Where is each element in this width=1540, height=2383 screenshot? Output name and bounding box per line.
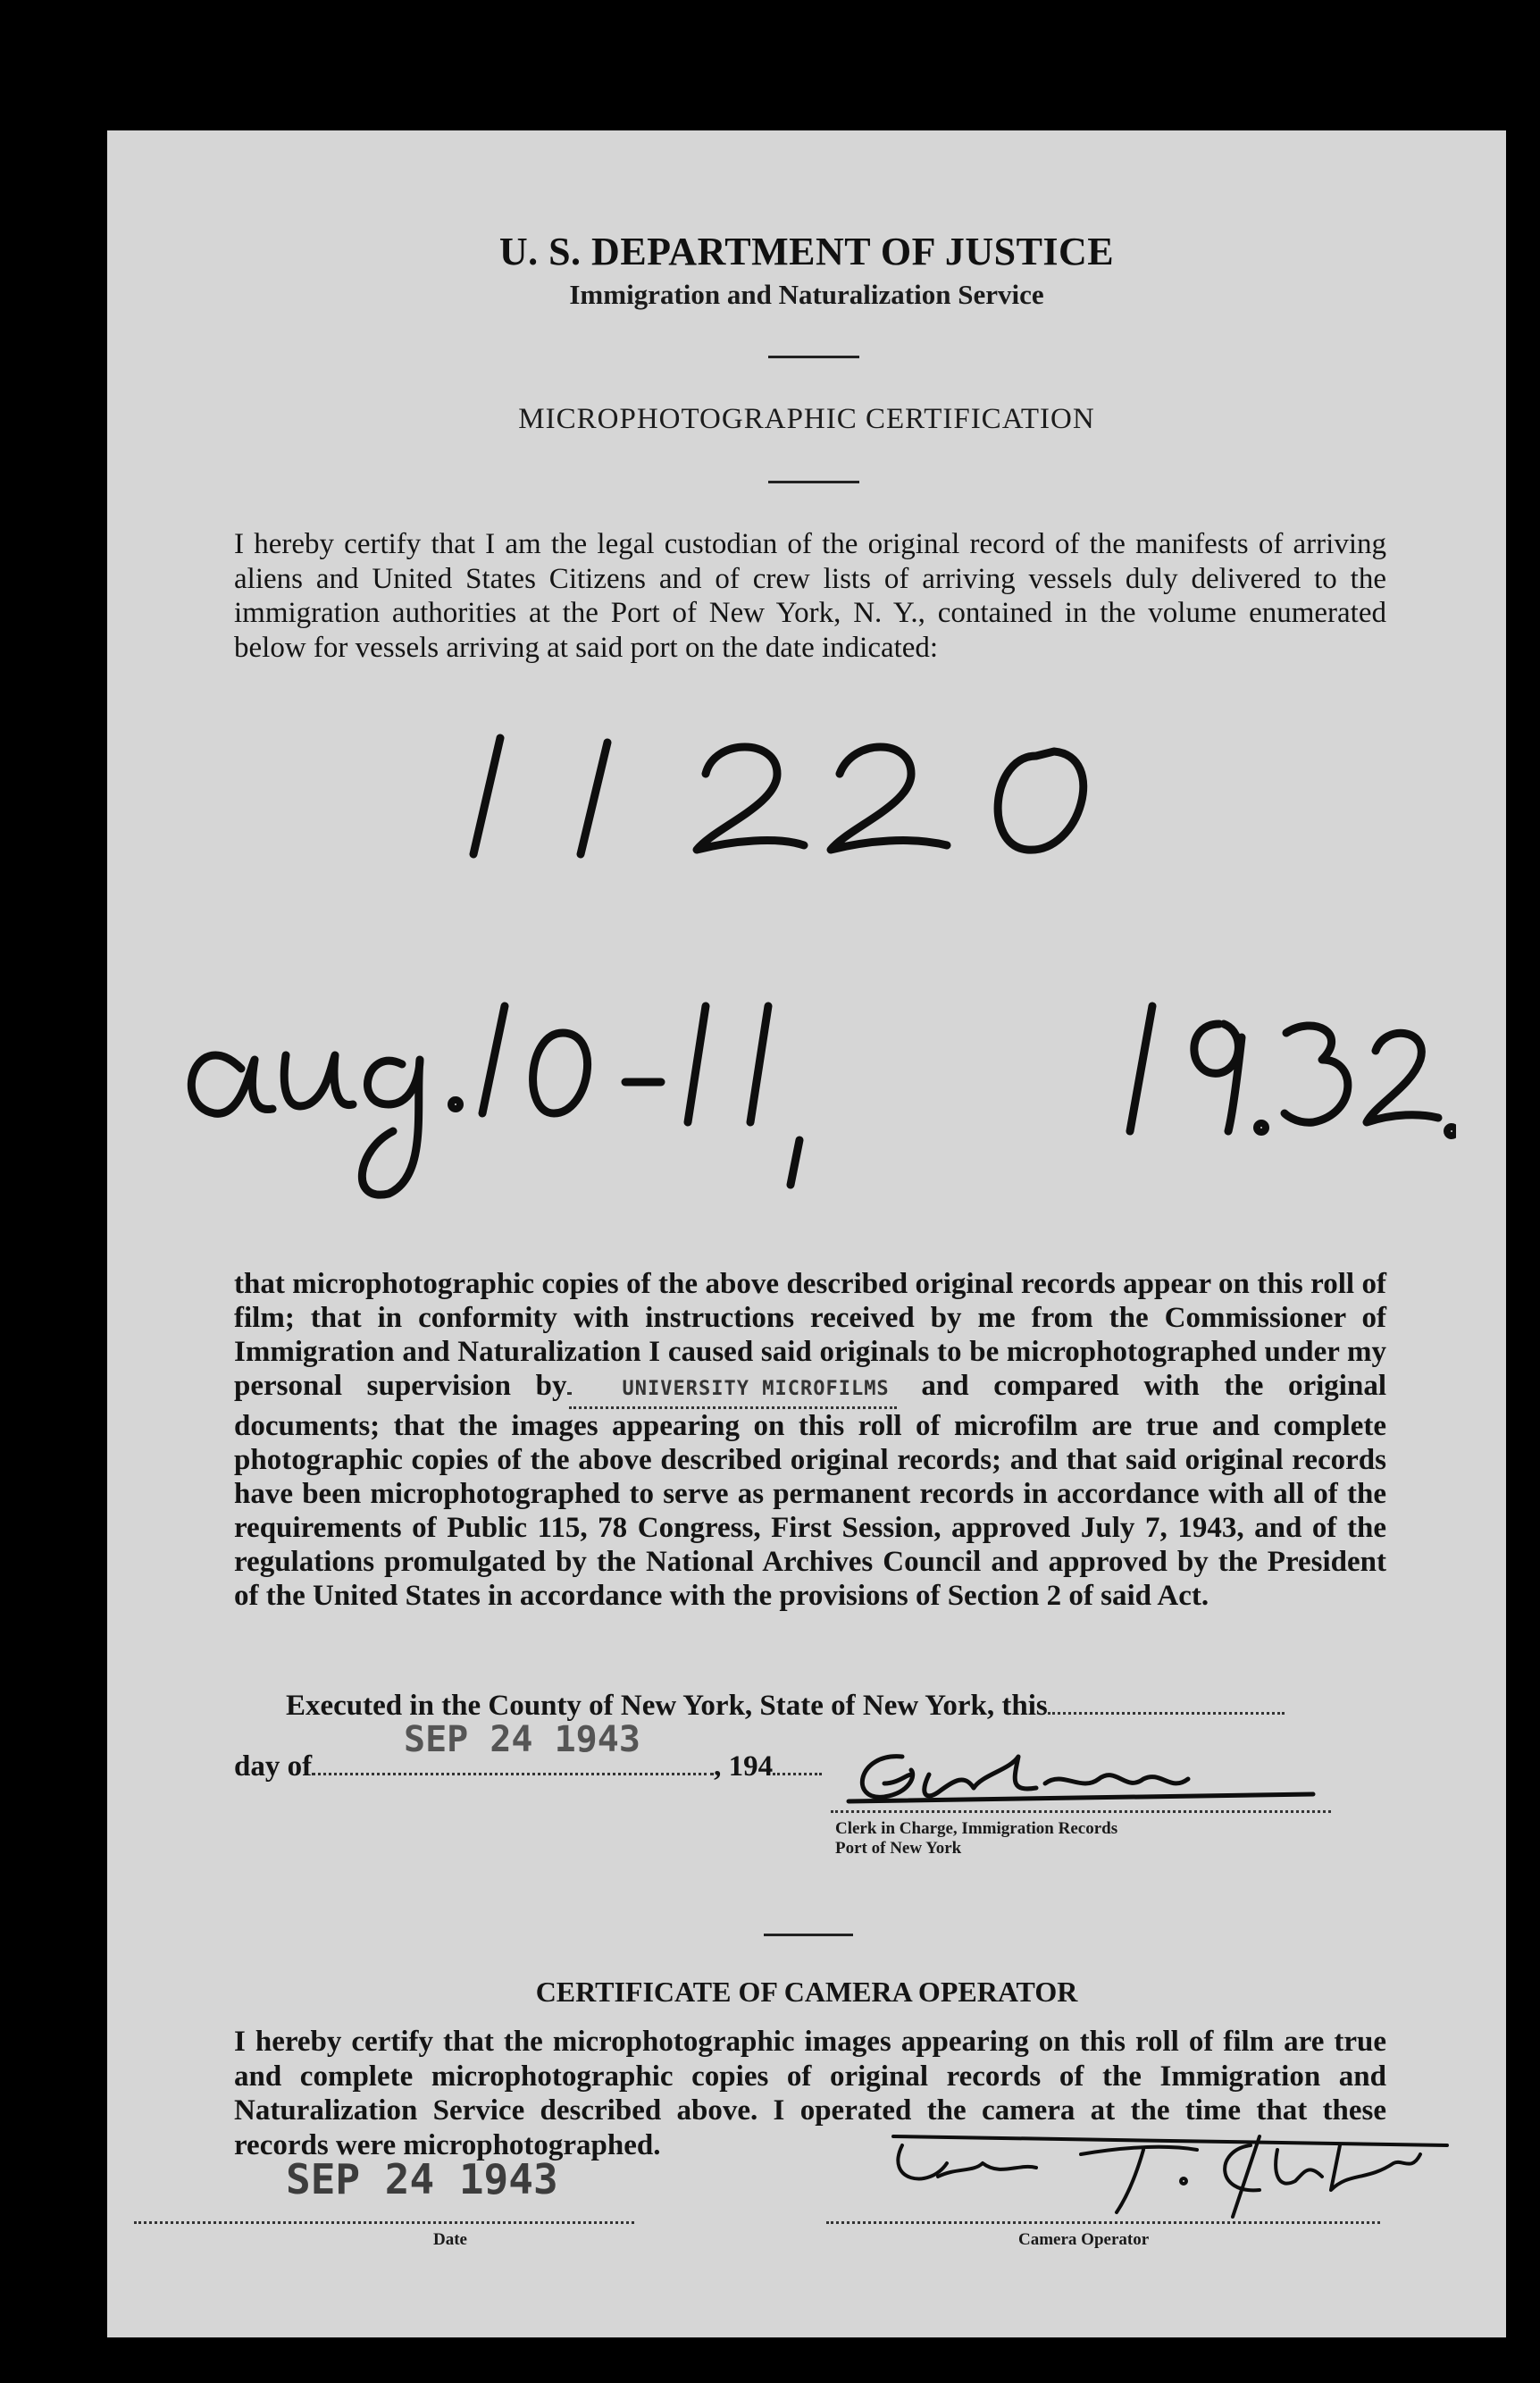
execution-date-stamp: SEP 24 1943 [404,1719,640,1760]
copy-statement [234,1267,1386,1613]
execution-text: Executed in the County of New York, State of New York, this [286,1690,1048,1722]
date-signature-line [134,2221,634,2224]
camera-operator-signature [875,2127,1465,2226]
clerk-title-line1: Clerk in Charge, Immigration Records [835,1819,1118,1838]
service-subtitle: Immigration and Naturalization Service [569,279,1044,310]
filmed-by-value: UNIVERSITY MICROFILMS [622,1378,890,1400]
divider-rule [764,1934,853,1936]
department-title: U. S. DEPARTMENT OF JUSTICE [498,230,1115,273]
custodian-statement: I hereby certify that I am the legal custodian of the original record of the manifests of arriving aliens and United States Citizens and of crew lists of arriving vessels duly delivered to the immigration authorities at the Port of New York, N. Y., contained in the volume enumerated below for vessels arriving at said port on the date indicated: [234,528,1386,664]
execution-line [286,1690,1285,1723]
operator-signature-line [826,2221,1380,2224]
handwritten-volume-number [447,720,1161,881]
clerk-signature-line [831,1810,1331,1813]
clerk-title-line2: Port of New York [835,1839,962,1858]
year-prefix: , 194 [714,1750,774,1783]
camera-operator-label: Camera Operator [1018,2230,1150,2249]
camera-operator-statement: I hereby certify that the microphotographic images appearing on this roll of film are true and complete microphotographic copies of original records of the Immigration and Naturalization Service described above. I operated the camera at the time that these records were microphotographed. [234,2026,1386,2161]
divider-rule [768,356,859,358]
operator-date-stamp: SEP 24 1943 [286,2155,558,2203]
year-blank [773,1773,822,1775]
handwritten-date-range [161,970,1456,1203]
camera-operator-heading: CERTIFICATE OF CAMERA OPERATOR [535,1976,1078,2008]
execution-day-blank [1048,1712,1285,1715]
certification-heading: MICROPHOTOGRAPHIC CERTIFICATION [518,403,1095,435]
day-of-label: day of [234,1750,313,1783]
copy-statement-part2: and compared with the original documents; that the images appearing on this roll of microfilm are true and complete photographic copies of the above described original records; and that said original records have been microphotographed to serve as permanent records in accordance with all of the requirements of Public 115, 78 Congress, First Session, approved July 7, 1943, and of the regulations promulgated by the National Archives Council and approved by the President of the United States in accordance with the provisions of Section 2 of said Act. [234,1370,1386,1612]
certificate-sheet [107,130,1506,2337]
divider-rule [768,481,859,483]
date-label: Date [433,2230,467,2249]
clerk-title [835,1819,1117,1859]
copy-statement-part1: that microphotographic copies of the above described original records appear on this roll of film; that in conformity with instructions received by me from the Commissioner of Immigration and Naturalization I caused said originals to be microphotographed under my personal supervision by [234,1268,1386,1402]
day-of-blank [312,1773,714,1775]
clerk-signature [831,1739,1331,1810]
filmed-by-line [569,1369,897,1409]
